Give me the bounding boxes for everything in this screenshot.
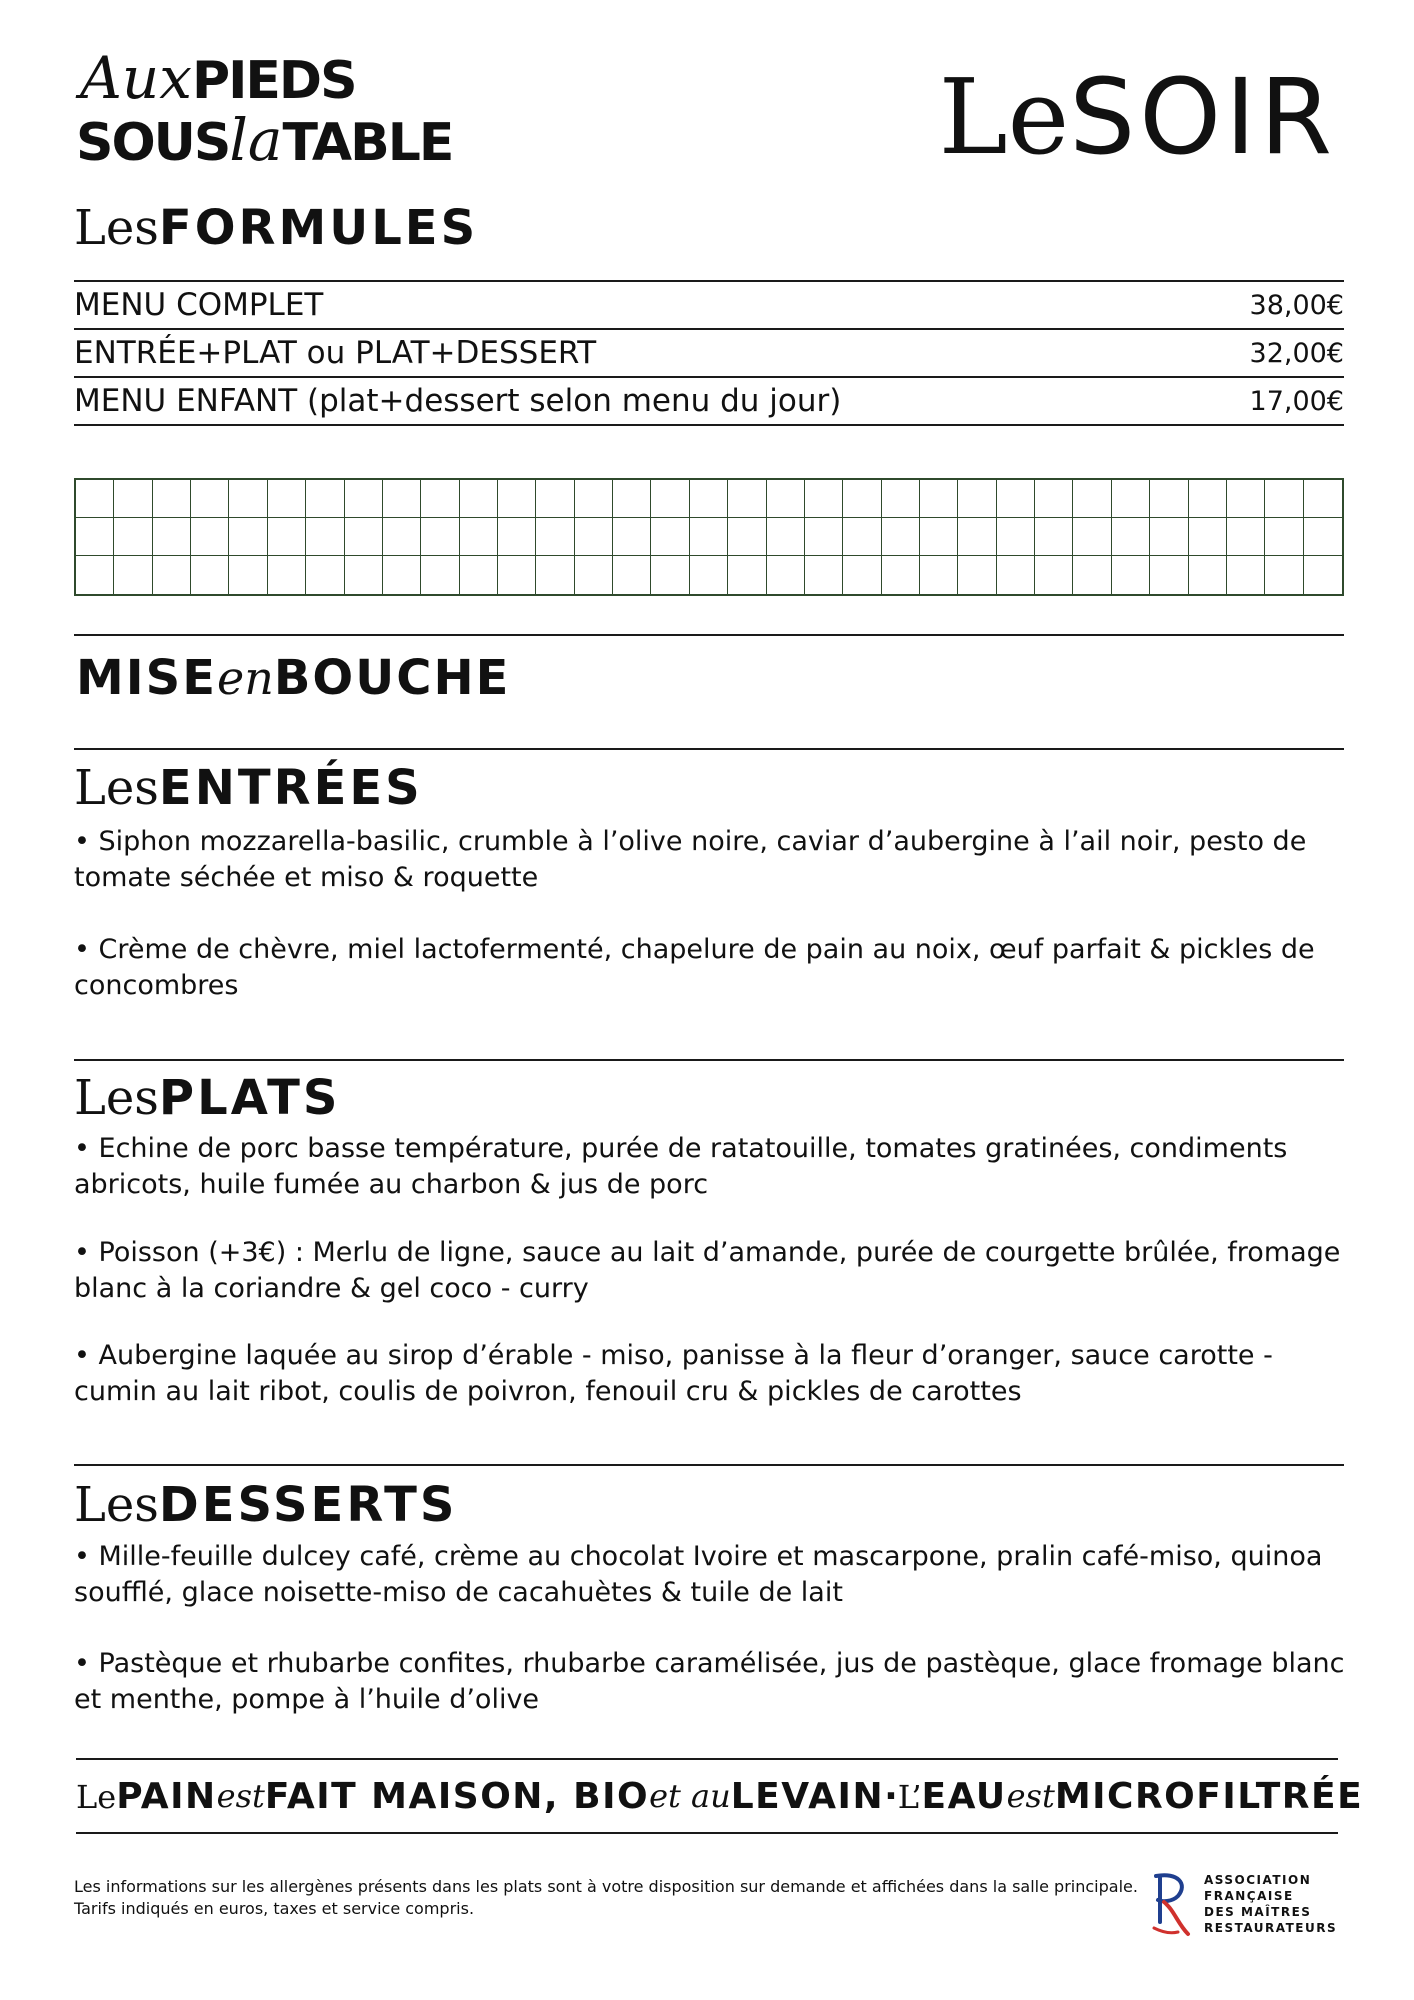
association-line: RESTAURATEURS: [1204, 1921, 1338, 1935]
grid-cell: [460, 556, 498, 594]
grid-cell: [191, 518, 229, 556]
grid-cell: [460, 480, 498, 518]
logo-sous: SOUS: [76, 113, 230, 173]
grid-cell: [153, 480, 191, 518]
bouche-word: BOUCHE: [273, 650, 511, 706]
grid-cell: [191, 556, 229, 594]
grid-cell: [76, 480, 114, 518]
desserts-les: Les: [74, 1477, 159, 1533]
grid-cell: [536, 518, 574, 556]
banner-levain: LEVAIN: [730, 1775, 885, 1817]
grid-cell: [997, 518, 1035, 556]
grid-cell: [268, 480, 306, 518]
banner-est-2: est: [1006, 1777, 1055, 1815]
grid-cell: [114, 556, 152, 594]
grid-cell: [345, 518, 383, 556]
grid-cell: [1304, 556, 1342, 594]
title-le: Le: [938, 56, 1070, 178]
grid-cell: [690, 518, 728, 556]
association-line: ASSOCIATION: [1204, 1873, 1312, 1887]
formule-row: [74, 282, 1344, 328]
grid-cell: [728, 518, 766, 556]
entrees-cap: ENTRÉES: [158, 760, 423, 816]
association-line: DES MAÎTRES: [1204, 1905, 1312, 1919]
grid-cell: [997, 480, 1035, 518]
en-word: en: [216, 651, 274, 705]
grid-cell: [958, 556, 996, 594]
grid-cell: [421, 556, 459, 594]
bread-water-banner: [76, 1770, 1364, 1822]
grid-cell: [843, 556, 881, 594]
divider: [76, 1758, 1338, 1760]
grid-cell: [920, 518, 958, 556]
grid-cell: [575, 480, 613, 518]
grid-cell: [997, 556, 1035, 594]
grid-cell: [1035, 480, 1073, 518]
decorative-grid: [74, 478, 1344, 596]
grid-cell: [306, 556, 344, 594]
grid-cell: [1150, 556, 1188, 594]
banner-microfiltree: MICROFILTRÉE: [1054, 1775, 1364, 1817]
grid-cell: [268, 556, 306, 594]
grid-cell: [421, 480, 459, 518]
mise-en-bouche-heading: [76, 650, 510, 706]
grid-cell: [1112, 480, 1150, 518]
grid-cell: [153, 518, 191, 556]
banner-fait-maison: FAIT MAISON, BIO: [264, 1775, 650, 1817]
grid-cell: [1073, 480, 1111, 518]
divider: [74, 1464, 1344, 1466]
formule-price: 32,00€: [1249, 337, 1344, 369]
formule-price: 17,00€: [1249, 385, 1344, 417]
grid-cell: [383, 480, 421, 518]
grid-cell: [114, 518, 152, 556]
grid-cell: [153, 556, 191, 594]
grid-cell: [76, 518, 114, 556]
grid-cell: [805, 518, 843, 556]
logo-line-2: [76, 106, 452, 174]
maitres-restaurateurs-logo: [1148, 1870, 1348, 1940]
divider: [74, 1059, 1344, 1061]
banner-bread: [76, 1776, 217, 1817]
banner-water: [898, 1776, 1007, 1817]
formules-heading: [74, 200, 478, 256]
entrees-heading: [74, 760, 423, 816]
grid-cell: [383, 518, 421, 556]
grid-cell: [767, 518, 805, 556]
restaurant-logo: [76, 44, 516, 174]
grid-cell: [114, 480, 152, 518]
dish-item: • Aubergine laquée au sirop d’érable - miso, panisse à la fleur d’oranger, sauce carotte - cumin au lait ribot, coulis de poivron, fenouil cru & pickles de carottes: [74, 1340, 1273, 1407]
formule-row: [74, 330, 1344, 376]
grid-cell: [1227, 518, 1265, 556]
grid-cell: [920, 556, 958, 594]
grid-cell: [498, 556, 536, 594]
grid-cell: [383, 556, 421, 594]
grid-cell: [191, 480, 229, 518]
grid-cell: [805, 480, 843, 518]
grid-cell: [1035, 518, 1073, 556]
grid-cell: [1035, 556, 1073, 594]
grid-cell: [690, 556, 728, 594]
grid-cell: [1265, 480, 1303, 518]
grid-cell: [575, 556, 613, 594]
page-title: [939, 56, 1336, 178]
dish-item: • Mille-feuille dulcey café, crème au chocolat Ivoire et mascarpone, pralin café-miso, quinoa soufflé, glace noisette-miso de cacahuètes & tuile de lait: [74, 1541, 1323, 1608]
grid-cell: [76, 556, 114, 594]
grid-cell: [575, 518, 613, 556]
logo-la: la: [229, 106, 283, 174]
tarifs-text: Tarifs indiqués en euros, taxes et service compris.: [74, 1899, 475, 1918]
grid-cell: [843, 518, 881, 556]
grid-cell: [613, 556, 651, 594]
grid-cell: [920, 480, 958, 518]
mise-word: MISE: [76, 650, 217, 706]
grid-cell: [651, 556, 689, 594]
logo-aux: Aux: [80, 44, 192, 112]
divider: [74, 634, 1344, 636]
title-soir: SOIR: [1069, 56, 1336, 178]
grid-cell: [882, 480, 920, 518]
grid-cell: [651, 518, 689, 556]
grid-cell: [1265, 556, 1303, 594]
divider: [74, 748, 1344, 750]
grid-cell: [306, 480, 344, 518]
grid-cell: [1189, 518, 1227, 556]
dish-item: • Poisson (+3€) : Merlu de ligne, sauce au lait d’amande, purée de courgette brûlée, fromage blanc à la coriandre & gel coco - curry: [74, 1237, 1341, 1304]
logo-line-1: [80, 44, 356, 112]
banner-le: Le: [76, 1777, 117, 1816]
grid-cell: [460, 518, 498, 556]
dish-item: • Pastèque et rhubarbe confites, rhubarbe caramélisée, jus de pastèque, glace fromage blanc et menthe, pompe à l’huile d’olive: [74, 1648, 1345, 1715]
formules-les: Les: [74, 200, 159, 256]
banner-est: est: [216, 1777, 265, 1815]
association-line: FRANÇAISE: [1204, 1889, 1294, 1903]
grid-cell: [690, 480, 728, 518]
grid-cell: [805, 556, 843, 594]
grid-cell: [651, 480, 689, 518]
banner-l: L’: [897, 1777, 922, 1816]
grid-cell: [498, 518, 536, 556]
grid-cell: [1073, 556, 1111, 594]
grid-cell: [1073, 518, 1111, 556]
grid-cell: [613, 480, 651, 518]
grid-cell: [536, 556, 574, 594]
grid-cell: [1227, 480, 1265, 518]
desserts-cap: DESSERTS: [158, 1477, 458, 1533]
grid-cell: [767, 556, 805, 594]
plats-cap: PLATS: [158, 1070, 341, 1126]
grid-cell: [1189, 556, 1227, 594]
grid-cell: [882, 556, 920, 594]
formules-cap: FORMULES: [158, 200, 479, 256]
allergen-note: [74, 1876, 1138, 1920]
logo-pieds: PIEDS: [191, 51, 356, 111]
formule-row: [74, 378, 1344, 424]
grid-cell: [1112, 518, 1150, 556]
formule-label: MENU COMPLET: [74, 287, 324, 323]
dish-item: • Siphon mozzarella-basilic, crumble à l’olive noire, caviar d’aubergine à l’ail noir, pesto de tomate séchée et miso & roquette: [74, 826, 1307, 893]
grid-cell: [767, 480, 805, 518]
divider: [74, 424, 1344, 426]
grid-cell: [728, 480, 766, 518]
grid-cell: [229, 556, 267, 594]
desserts-heading: [74, 1477, 457, 1533]
formule-price: 38,00€: [1249, 289, 1344, 321]
grid-cell: [536, 480, 574, 518]
dish-item: • Crème de chèvre, miel lactofermenté, chapelure de pain au noix, œuf parfait & pickles de concombres: [74, 934, 1315, 1001]
grid-cell: [882, 518, 920, 556]
grid-cell: [728, 556, 766, 594]
dish-item: • Echine de porc basse température, purée de ratatouille, tomates gratinées, condiments abricots, huile fumée au charbon & jus de porc: [74, 1133, 1288, 1200]
plats-les: Les: [74, 1070, 159, 1126]
grid-cell: [1265, 518, 1303, 556]
grid-cell: [1112, 556, 1150, 594]
grid-cell: [1304, 518, 1342, 556]
grid-cell: [268, 518, 306, 556]
grid-cell: [958, 518, 996, 556]
logo-table: TABLE: [282, 113, 453, 173]
grid-cell: [1227, 556, 1265, 594]
banner-et-au: et au: [649, 1777, 731, 1815]
entrees-les: Les: [74, 760, 159, 816]
grid-cell: [958, 480, 996, 518]
allergen-text: Les informations sur les allergènes présents dans les plats sont à votre disposition sur demande et affichées dans la salle principale.: [74, 1877, 1138, 1896]
grid-cell: [1150, 480, 1188, 518]
formule-label: ENTRÉE+PLAT ou PLAT+DESSERT: [74, 335, 597, 371]
grid-cell: [345, 556, 383, 594]
banner-pain: PAIN: [116, 1775, 217, 1817]
grid-cell: [1189, 480, 1227, 518]
grid-cell: [498, 480, 536, 518]
formule-label: MENU ENFANT (plat+dessert selon menu du jour): [74, 383, 842, 419]
association-name: [1204, 1872, 1337, 1936]
maitres-restaurateurs-emblem-icon: [1148, 1870, 1192, 1940]
banner-separator: ·: [884, 1775, 898, 1817]
divider: [76, 1832, 1338, 1834]
grid-cell: [306, 518, 344, 556]
plats-heading: [74, 1070, 340, 1126]
grid-cell: [613, 518, 651, 556]
grid-cell: [421, 518, 459, 556]
grid-cell: [1304, 480, 1342, 518]
grid-cell: [1150, 518, 1188, 556]
grid-cell: [345, 480, 383, 518]
grid-cell: [843, 480, 881, 518]
grid-cell: [229, 480, 267, 518]
grid-cell: [229, 518, 267, 556]
banner-eau: EAU: [921, 1775, 1007, 1817]
